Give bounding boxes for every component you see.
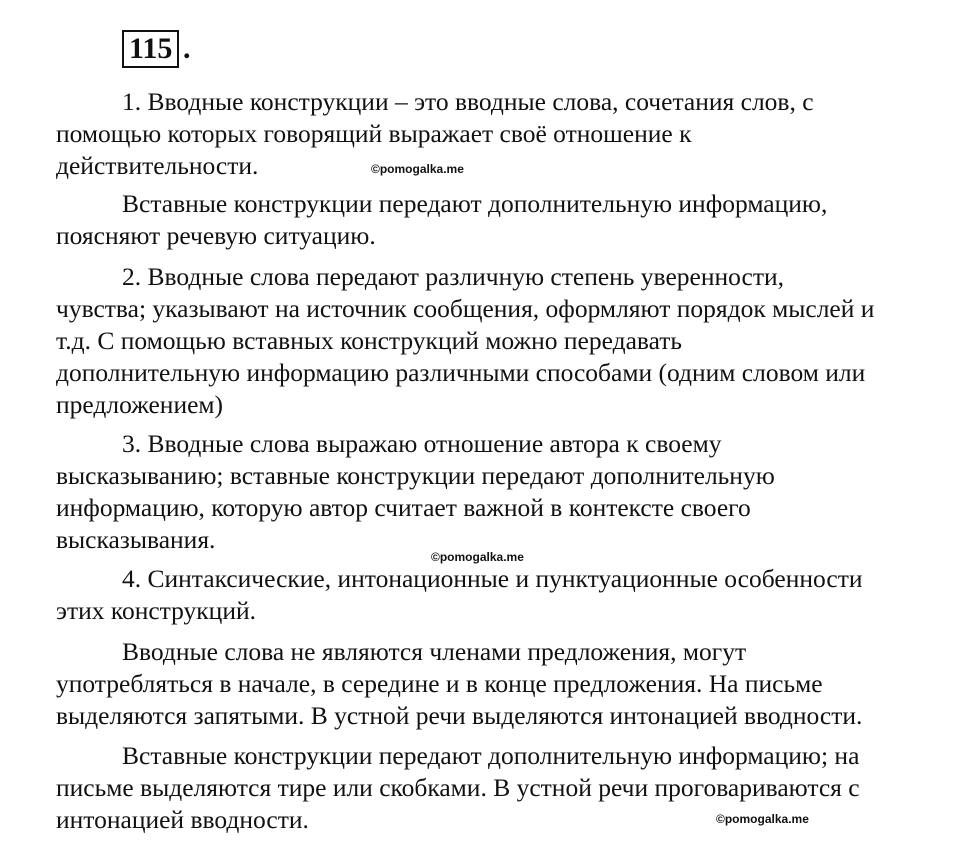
- paragraph-line: информацию, которую автор считает важной в контексте своего: [56, 493, 751, 522]
- exercise-number-dot: .: [183, 32, 191, 65]
- paragraph-line: выделяются запятыми. В устной речи выделяются интонацией вводности.: [56, 701, 863, 730]
- paragraph-line: 4. Синтаксические, интонационные и пунктуационные особенности: [122, 564, 863, 593]
- paragraph-line: 3. Вводные слова выражаю отношение автора к своему: [122, 429, 722, 458]
- paragraph-line: чувства; указывают на источник сообщения, оформляют порядок мыслей и: [56, 294, 875, 323]
- paragraph-2: [56, 188, 936, 252]
- watermark: ©pomogalka.me: [371, 162, 464, 176]
- paragraph-line: Вводные слова не являются членами предложения, могут: [122, 637, 747, 666]
- watermark: ©pomogalka.me: [431, 550, 524, 564]
- watermark: ©pomogalka.me: [716, 812, 809, 826]
- paragraph-line: действительности.: [56, 151, 259, 180]
- paragraph-line: высказывания.: [56, 525, 216, 554]
- paragraph-line: Вставные конструкции передают дополнительную информацию; на: [122, 741, 860, 770]
- paragraph-line: поясняют речевую ситуацию.: [56, 221, 376, 250]
- exercise-number: 115: [129, 32, 173, 65]
- paragraph-line: Вставные конструкции передают дополнительную информацию,: [122, 189, 828, 218]
- paragraph-5: [56, 563, 936, 627]
- paragraph-line: высказыванию; вставные конструкции передают дополнительную: [56, 461, 775, 490]
- paragraph-3: [56, 261, 936, 421]
- paragraph-line: т.д. С помощью вставных конструкций можно передавать: [56, 326, 683, 355]
- exercise-number-box: [122, 30, 179, 68]
- paragraph-line: интонацией вводности.: [56, 805, 309, 834]
- paragraph-line: употребляться в начале, в середине и в конце предложения. На письме: [56, 669, 823, 698]
- paragraph-1: [56, 86, 936, 182]
- paragraph-4: [56, 428, 936, 556]
- paragraph-line: этих конструкций.: [56, 596, 256, 625]
- paragraph-line: 2. Вводные слова передают различную степень уверенности,: [122, 262, 784, 291]
- paragraph-6: [56, 636, 936, 732]
- paragraph-line: дополнительную информацию различными способами (одним словом или: [56, 358, 866, 387]
- paragraph-line: предложением): [56, 390, 224, 419]
- paragraph-line: помощью которых говорящий выражает своё отношение к: [56, 119, 692, 148]
- paragraph-line: 1. Вводные конструкции – это вводные слова, сочетания слов, с: [122, 87, 814, 116]
- paragraph-line: письме выделяются тире или скобками. В устной речи проговариваются с: [56, 773, 860, 802]
